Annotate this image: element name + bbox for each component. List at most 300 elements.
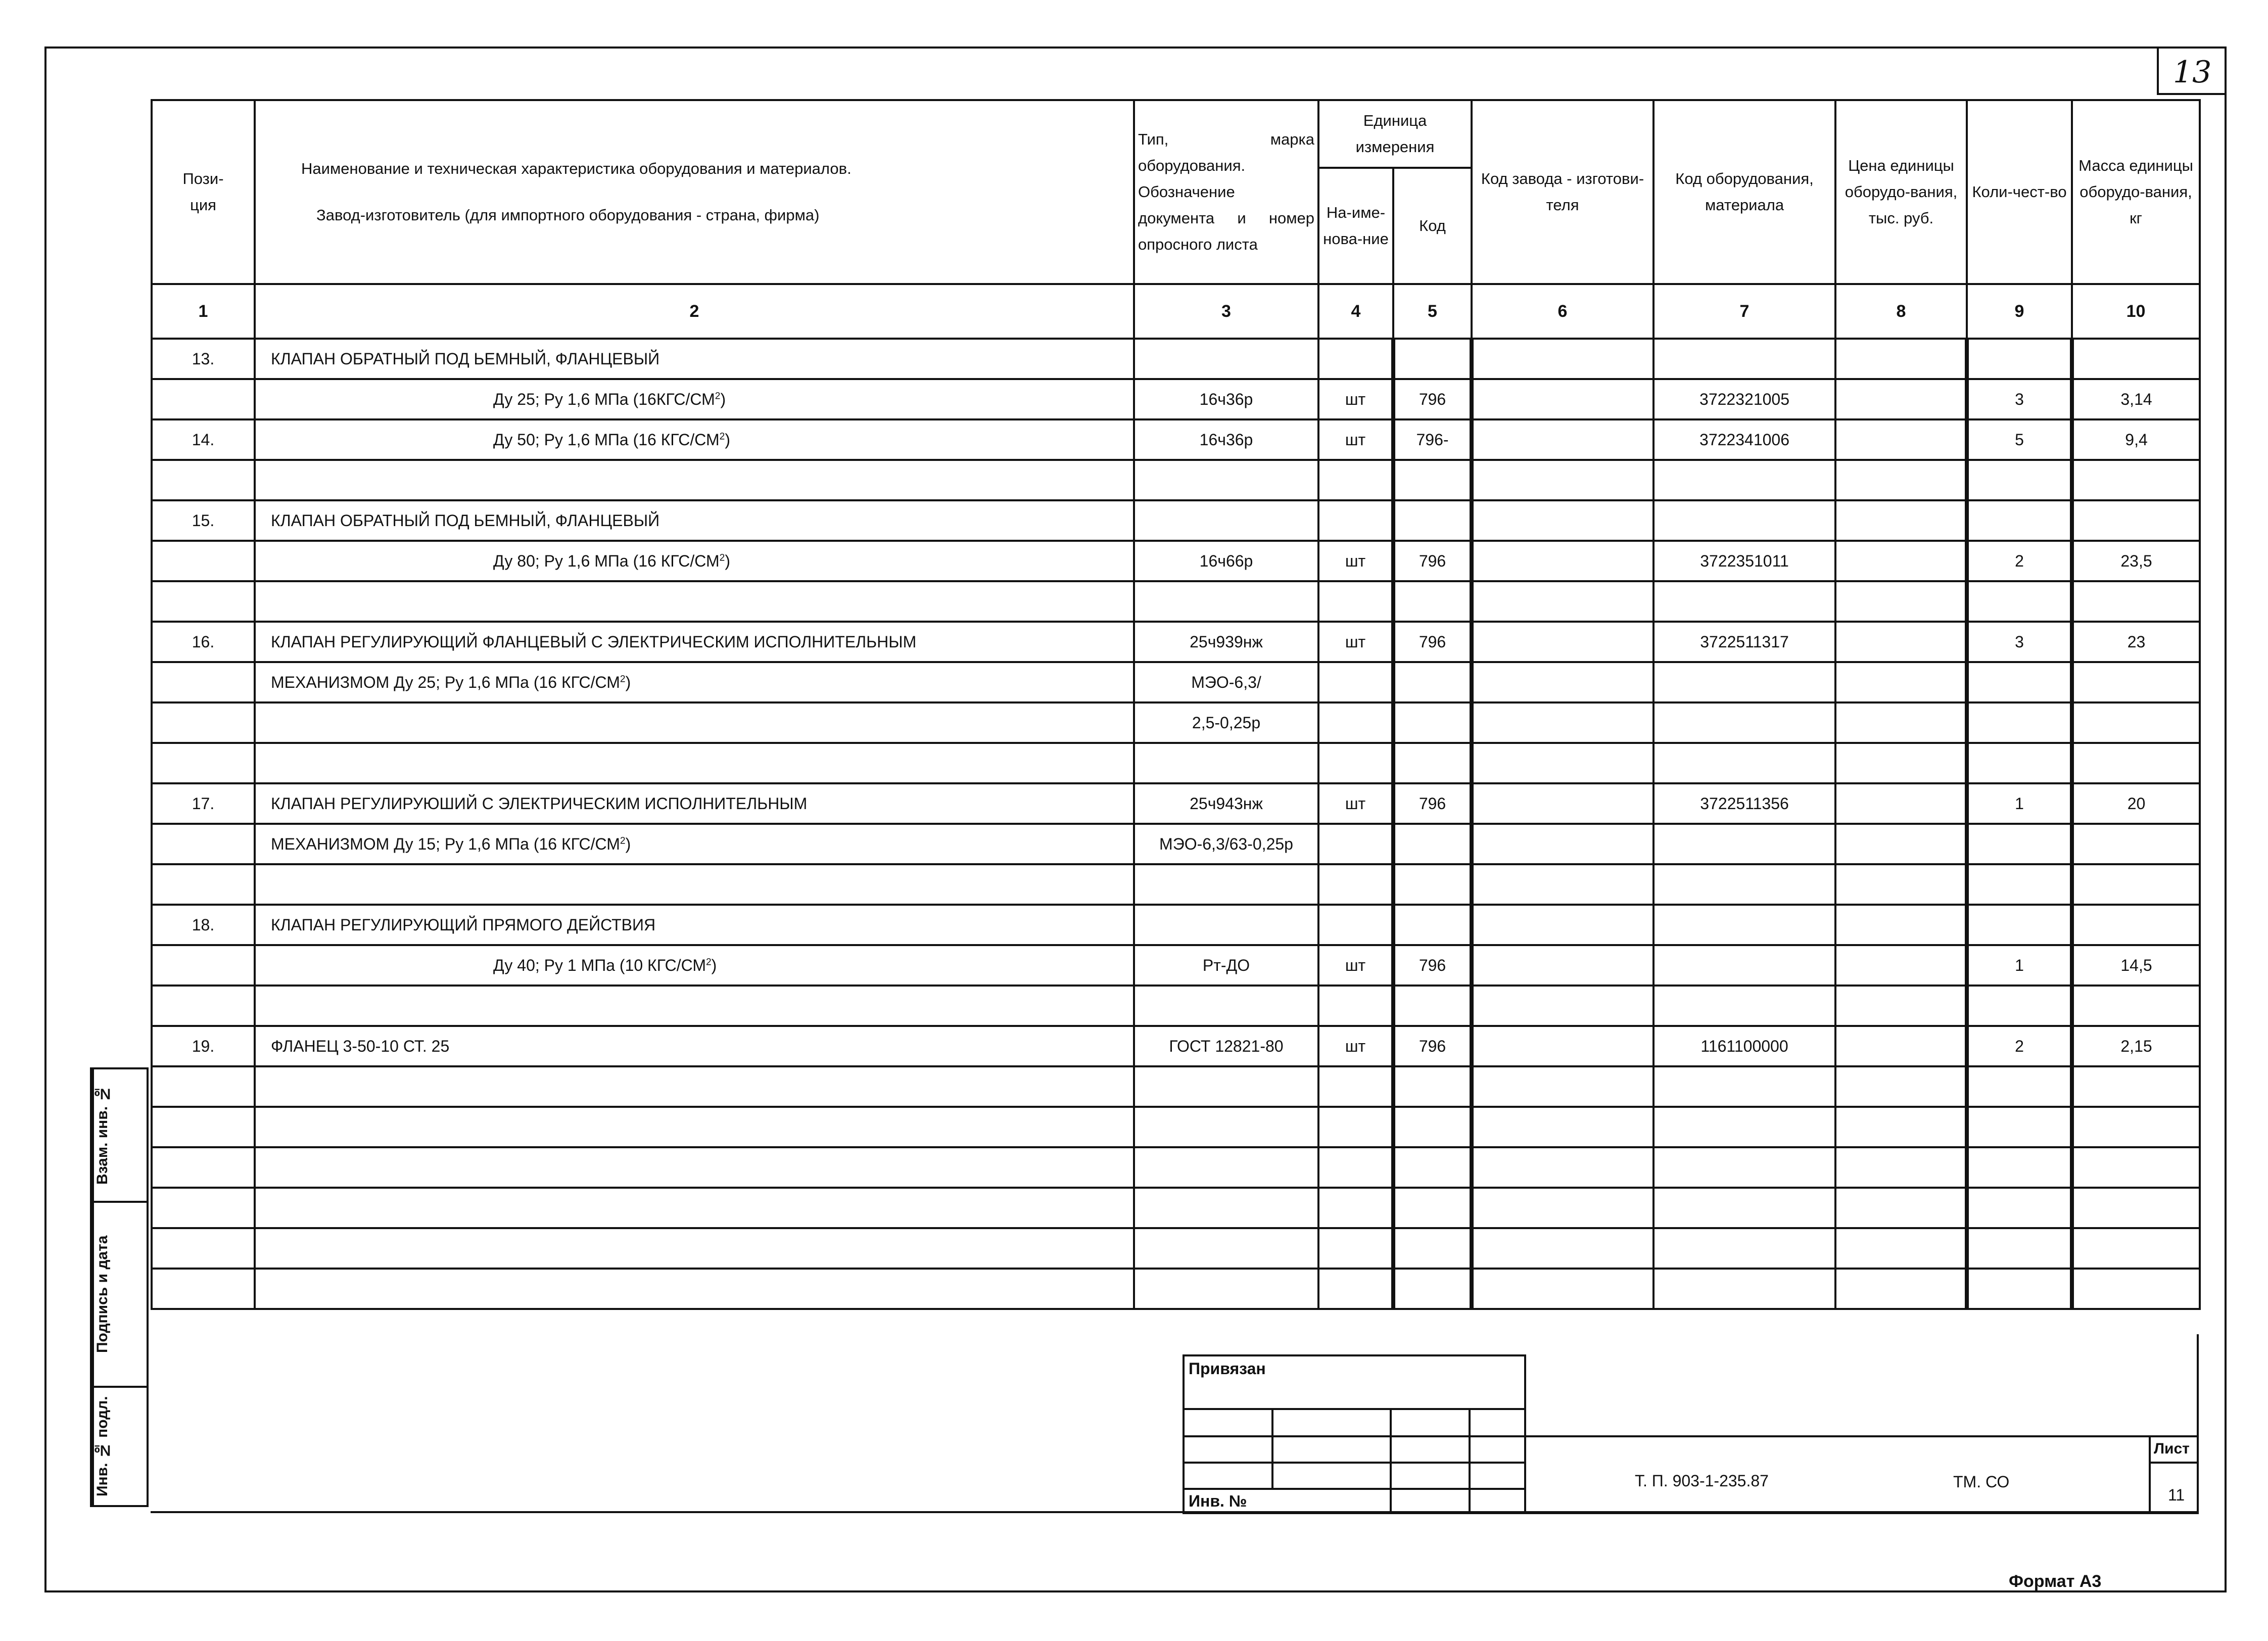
position-cell: 15. <box>152 500 255 541</box>
mass-cell <box>2072 1269 2200 1309</box>
position-cell <box>152 702 255 743</box>
type-cell: 16ч36р <box>1134 419 1318 460</box>
name-cell <box>255 905 1134 945</box>
table-row <box>152 864 2200 905</box>
name-cell <box>255 1228 1134 1269</box>
unit-code-cell <box>1393 1147 1472 1188</box>
mass-cell <box>2072 986 2200 1026</box>
quantity-cell: 3 <box>1967 379 2072 419</box>
quantity-cell <box>1967 1188 2072 1228</box>
quantity-cell: 1 <box>1967 783 2072 824</box>
position-cell <box>152 743 255 783</box>
column-number: 6 <box>1472 284 1653 339</box>
type-cell: 16ч36р <box>1134 379 1318 419</box>
name-cell <box>255 702 1134 743</box>
name-text: Ду 40; Ру 1 МПа (10 КГС/СМ <box>493 956 706 974</box>
equipment-code-cell <box>1653 864 1835 905</box>
header-price: Цена единицы оборудо-вания, тыс. руб. <box>1835 100 1967 284</box>
header-position: Пози- ция <box>152 100 255 284</box>
type-cell <box>1134 460 1318 500</box>
price-cell <box>1835 1066 1967 1107</box>
header-quantity: Коли-чест-во <box>1967 100 2072 284</box>
mass-cell <box>2072 581 2200 622</box>
header-name-line1: Наименование и техническая характеристика оборудования и материалов. <box>301 160 852 177</box>
quantity-cell: 1 <box>1967 945 2072 986</box>
plant-code-cell <box>1472 339 1653 379</box>
position-cell <box>152 945 255 986</box>
header-equipment-code: Код оборудования, материала <box>1653 100 1835 284</box>
name-tail: ) <box>725 430 730 449</box>
unit-code-cell: 796 <box>1393 783 1472 824</box>
unit-cell <box>1318 864 1393 905</box>
name-cell <box>255 824 1134 864</box>
table-row <box>152 1026 2200 1066</box>
table-row <box>152 500 2200 541</box>
equipment-code-cell: 3722341006 <box>1653 419 1835 460</box>
mass-cell: 20 <box>2072 783 2200 824</box>
unit-cell <box>1318 1107 1393 1147</box>
quantity-cell <box>1967 824 2072 864</box>
specification-rows <box>152 339 2200 1309</box>
equipment-code-cell <box>1653 581 1835 622</box>
table-row <box>152 541 2200 581</box>
equipment-code-cell <box>1653 662 1835 702</box>
table-row <box>152 662 2200 702</box>
name-text: КЛАПАН ОБРАТНЫЙ ПОД ЬЕМНЫЙ, ФЛАНЦЕВЫЙ <box>271 511 660 530</box>
table-row <box>152 622 2200 662</box>
unit-cell <box>1318 581 1393 622</box>
unit-code-cell <box>1393 824 1472 864</box>
unit-code-cell: 796 <box>1393 622 1472 662</box>
superscript: 2 <box>620 835 626 846</box>
unit-code-cell <box>1393 864 1472 905</box>
position-cell: 16. <box>152 622 255 662</box>
mass-cell <box>2072 1107 2200 1147</box>
mass-cell <box>2072 743 2200 783</box>
price-cell <box>1835 945 1967 986</box>
name-text: КЛАПАН ОБРАТНЫЙ ПОД ЬЕМНЫЙ, ФЛАНЦЕВЫЙ <box>271 349 660 368</box>
equipment-code-cell <box>1653 986 1835 1026</box>
quantity-cell <box>1967 1269 2072 1309</box>
plant-code-cell <box>1472 1026 1653 1066</box>
name-text: ФЛАНЕЦ 3-50-10 СТ. 25 <box>271 1037 450 1055</box>
column-number: 9 <box>1967 284 2072 339</box>
position-cell <box>152 1147 255 1188</box>
name-cell <box>255 1066 1134 1107</box>
mass-cell <box>2072 1228 2200 1269</box>
equipment-code-cell: 3722511356 <box>1653 783 1835 824</box>
quantity-cell <box>1967 662 2072 702</box>
privyazan-block <box>1183 1354 1526 1514</box>
name-cell <box>255 622 1134 662</box>
name-cell <box>255 1026 1134 1066</box>
price-cell <box>1835 1107 1967 1147</box>
quantity-cell <box>1967 1066 2072 1107</box>
column-number-row <box>152 284 2200 339</box>
equipment-code-cell <box>1653 1147 1835 1188</box>
name-tail: ) <box>625 673 631 691</box>
position-cell: 14. <box>152 419 255 460</box>
mass-cell <box>2072 339 2200 379</box>
name-cell <box>255 1188 1134 1228</box>
privyazan-label: Привязан <box>1189 1359 1266 1378</box>
equipment-code-cell <box>1653 743 1835 783</box>
unit-cell <box>1318 702 1393 743</box>
name-cell <box>255 339 1134 379</box>
equipment-code-cell <box>1653 339 1835 379</box>
type-cell: 25ч943нж <box>1134 783 1318 824</box>
table-row <box>152 379 2200 419</box>
type-cell <box>1134 1188 1318 1228</box>
name-cell <box>255 783 1134 824</box>
quantity-cell <box>1967 1107 2072 1147</box>
inv-no-label: Инв. № <box>1189 1492 1247 1510</box>
table-row <box>152 1188 2200 1228</box>
equipment-code-cell <box>1653 460 1835 500</box>
plant-code-cell <box>1472 419 1653 460</box>
mass-cell: 14,5 <box>2072 945 2200 986</box>
type-cell <box>1134 1228 1318 1269</box>
column-number: 5 <box>1393 284 1472 339</box>
name-tail: ) <box>711 956 717 974</box>
quantity-cell <box>1967 339 2072 379</box>
superscript: 2 <box>719 552 725 563</box>
header-type: Тип, марка оборудования. Обозначение документа и номер опросного листа <box>1134 100 1318 284</box>
column-number: 3 <box>1134 284 1318 339</box>
plant-code-cell <box>1472 1147 1653 1188</box>
header-unit-name: На-име-нова-ние <box>1318 168 1393 284</box>
table-row <box>152 702 2200 743</box>
unit-code-cell: 796- <box>1393 419 1472 460</box>
type-cell <box>1134 1066 1318 1107</box>
type-cell: 2,5-0,25р <box>1134 702 1318 743</box>
podpis-data-label: Подпись и дата <box>92 1203 122 1386</box>
unit-cell: шт <box>1318 379 1393 419</box>
table-row <box>152 1066 2200 1107</box>
unit-code-cell <box>1393 1188 1472 1228</box>
header-name <box>255 100 1134 284</box>
plant-code-cell <box>1472 1188 1653 1228</box>
mass-cell <box>2072 1188 2200 1228</box>
name-tail: ) <box>725 551 730 570</box>
position-cell <box>152 581 255 622</box>
position-cell <box>152 986 255 1026</box>
price-cell <box>1835 743 1967 783</box>
plant-code-cell <box>1472 1107 1653 1147</box>
mass-cell <box>2072 702 2200 743</box>
position-cell <box>152 1228 255 1269</box>
unit-cell: шт <box>1318 419 1393 460</box>
plant-code-cell <box>1472 945 1653 986</box>
table-row <box>152 460 2200 500</box>
price-cell <box>1835 1269 1967 1309</box>
price-cell <box>1835 622 1967 662</box>
unit-cell <box>1318 339 1393 379</box>
plant-code-cell <box>1472 541 1653 581</box>
name-cell <box>255 1107 1134 1147</box>
quantity-cell <box>1967 460 2072 500</box>
type-cell <box>1134 500 1318 541</box>
name-tail: ) <box>625 834 631 853</box>
unit-code-cell <box>1393 702 1472 743</box>
mass-cell: 3,14 <box>2072 379 2200 419</box>
mass-cell: 23,5 <box>2072 541 2200 581</box>
price-cell <box>1835 783 1967 824</box>
equipment-code-cell: 1161100000 <box>1653 1026 1835 1066</box>
unit-cell: шт <box>1318 1026 1393 1066</box>
table-row <box>152 743 2200 783</box>
quantity-cell <box>1967 1147 2072 1188</box>
equipment-code-cell <box>1653 905 1835 945</box>
unit-cell <box>1318 743 1393 783</box>
doc-code: Т. П. 903-1-235.87 <box>1635 1472 1769 1490</box>
position-cell <box>152 1066 255 1107</box>
table-row <box>152 1107 2200 1147</box>
name-text: МЕХАНИЗМОМ Ду 25; Ру 1,6 МПа (16 КГС/СМ <box>271 673 620 691</box>
price-cell <box>1835 581 1967 622</box>
name-text: КЛАПАН РЕГУЛИРУЮЩИЙ ФЛАНЦЕВЫЙ С ЭЛЕКТРИЧЕСКИМ ИСПОЛНИТЕЛЬНЫМ <box>271 632 917 651</box>
unit-code-cell <box>1393 460 1472 500</box>
mass-cell <box>2072 864 2200 905</box>
quantity-cell: 2 <box>1967 541 2072 581</box>
unit-code-cell <box>1393 1066 1472 1107</box>
mass-cell <box>2072 905 2200 945</box>
name-cell <box>255 1269 1134 1309</box>
price-cell <box>1835 541 1967 581</box>
side-stamp-strip <box>90 1067 149 1507</box>
table-row <box>152 783 2200 824</box>
column-number: 2 <box>255 284 1134 339</box>
equipment-code-cell: 3722321005 <box>1653 379 1835 419</box>
price-cell <box>1835 339 1967 379</box>
unit-code-cell <box>1393 662 1472 702</box>
quantity-cell <box>1967 581 2072 622</box>
quantity-cell: 3 <box>1967 622 2072 662</box>
name-cell <box>255 419 1134 460</box>
name-text: КЛАПАН РЕГУЛИРУЮЩИЙ ПРЯМОГО ДЕЙСТВИЯ <box>271 915 656 934</box>
name-text: Ду 50; Ру 1,6 МПа (16 КГС/СМ <box>493 430 720 449</box>
position-cell <box>152 824 255 864</box>
position-cell <box>152 1107 255 1147</box>
unit-cell <box>1318 1269 1393 1309</box>
plant-code-cell <box>1472 500 1653 541</box>
type-cell <box>1134 581 1318 622</box>
name-cell <box>255 581 1134 622</box>
name-tail: ) <box>720 390 726 408</box>
quantity-cell: 2 <box>1967 1026 2072 1066</box>
position-cell <box>152 379 255 419</box>
position-cell <box>152 1188 255 1228</box>
unit-code-cell <box>1393 1269 1472 1309</box>
quantity-cell <box>1967 905 2072 945</box>
plant-code-cell <box>1472 460 1653 500</box>
unit-cell <box>1318 1188 1393 1228</box>
header-unit: Единица измерения <box>1318 100 1472 168</box>
format-label: Формат А3 <box>2009 1572 2102 1591</box>
name-cell <box>255 743 1134 783</box>
position-cell: 18. <box>152 905 255 945</box>
unit-cell: шт <box>1318 783 1393 824</box>
name-text: Ду 25; Ру 1,6 МПа (16КГС/СМ <box>493 390 715 408</box>
plant-code-cell <box>1472 379 1653 419</box>
name-text: МЕХАНИЗМОМ Ду 15; Ру 1,6 МПа (16 КГС/СМ <box>271 834 620 853</box>
mass-cell <box>2072 500 2200 541</box>
unit-code-cell <box>1393 581 1472 622</box>
header-plant-code: Код завода - изготови-теля <box>1472 100 1653 284</box>
unit-cell: шт <box>1318 622 1393 662</box>
price-cell <box>1835 379 1967 419</box>
price-cell <box>1835 500 1967 541</box>
unit-cell: шт <box>1318 945 1393 986</box>
plant-code-cell <box>1472 662 1653 702</box>
price-cell <box>1835 662 1967 702</box>
price-cell <box>1835 1188 1967 1228</box>
column-number: 8 <box>1835 284 1967 339</box>
equipment-code-cell: 3722351011 <box>1653 541 1835 581</box>
price-cell <box>1835 460 1967 500</box>
unit-code-cell <box>1393 905 1472 945</box>
sheet-number: 13 <box>2173 55 2212 90</box>
header-name-line2: Завод-изготовитель (для импортного оборудования - страна, фирма) <box>316 206 820 224</box>
type-cell: 25ч939нж <box>1134 622 1318 662</box>
table-row <box>152 1147 2200 1188</box>
list-label: Лист <box>2154 1440 2190 1457</box>
unit-code-cell <box>1393 1228 1472 1269</box>
unit-code-cell: 796 <box>1393 541 1472 581</box>
plant-code-cell <box>1472 1269 1653 1309</box>
mass-cell <box>2072 1147 2200 1188</box>
position-cell <box>152 864 255 905</box>
type-cell: МЭО-6,3/63-0,25р <box>1134 824 1318 864</box>
position-cell <box>152 541 255 581</box>
header-row <box>152 100 2200 168</box>
header-mass: Масса единицы оборудо-вания, кг <box>2072 100 2200 284</box>
quantity-cell <box>1967 986 2072 1026</box>
inv-podl-label: Инв. № подл. <box>92 1388 122 1505</box>
vzam-inv-label: Взам. инв. № <box>92 1069 122 1201</box>
type-cell: Рт-ДО <box>1134 945 1318 986</box>
quantity-cell <box>1967 702 2072 743</box>
price-cell <box>1835 905 1967 945</box>
equipment-code-cell <box>1653 500 1835 541</box>
table-row <box>152 945 2200 986</box>
equipment-code-cell <box>1653 824 1835 864</box>
unit-cell <box>1318 824 1393 864</box>
title-main-block <box>1524 1435 2199 1514</box>
price-cell <box>1835 986 1967 1026</box>
unit-cell <box>1318 905 1393 945</box>
quantity-cell: 5 <box>1967 419 2072 460</box>
name-cell <box>255 864 1134 905</box>
price-cell <box>1835 824 1967 864</box>
unit-cell <box>1318 986 1393 1026</box>
unit-cell: шт <box>1318 541 1393 581</box>
superscript: 2 <box>719 431 725 442</box>
equipment-code-cell <box>1653 1066 1835 1107</box>
column-number: 7 <box>1653 284 1835 339</box>
plant-code-cell <box>1472 905 1653 945</box>
plant-code-cell <box>1472 824 1653 864</box>
unit-code-cell: 796 <box>1393 379 1472 419</box>
name-cell <box>255 986 1134 1026</box>
price-cell <box>1835 1228 1967 1269</box>
table-row <box>152 1269 2200 1309</box>
position-cell: 17. <box>152 783 255 824</box>
quantity-cell <box>1967 500 2072 541</box>
equipment-code-cell <box>1653 945 1835 986</box>
equipment-code-cell <box>1653 1107 1835 1147</box>
unit-code-cell <box>1393 1107 1472 1147</box>
position-cell <box>152 460 255 500</box>
price-cell <box>1835 419 1967 460</box>
price-cell <box>1835 1147 1967 1188</box>
column-number: 10 <box>2072 284 2200 339</box>
type-cell <box>1134 1269 1318 1309</box>
plant-code-cell <box>1472 1228 1653 1269</box>
type-cell <box>1134 1107 1318 1147</box>
plant-code-cell <box>1472 986 1653 1026</box>
mass-cell: 23 <box>2072 622 2200 662</box>
price-cell <box>1835 702 1967 743</box>
equipment-code-cell <box>1653 702 1835 743</box>
mass-cell: 2,15 <box>2072 1026 2200 1066</box>
set-code: ТМ. СО <box>1953 1473 2010 1491</box>
unit-cell <box>1318 500 1393 541</box>
name-cell <box>255 379 1134 419</box>
plant-code-cell <box>1472 743 1653 783</box>
unit-code-cell <box>1393 500 1472 541</box>
unit-code-cell <box>1393 986 1472 1026</box>
mass-cell <box>2072 1066 2200 1107</box>
specification-table <box>151 99 2201 1310</box>
position-cell <box>152 1269 255 1309</box>
table-row <box>152 339 2200 379</box>
unit-cell <box>1318 1066 1393 1107</box>
name-cell <box>255 541 1134 581</box>
type-cell: 16ч66р <box>1134 541 1318 581</box>
unit-cell <box>1318 460 1393 500</box>
plant-code-cell <box>1472 702 1653 743</box>
unit-code-cell: 796 <box>1393 1026 1472 1066</box>
type-cell <box>1134 743 1318 783</box>
table-row <box>152 986 2200 1026</box>
position-cell <box>152 662 255 702</box>
name-cell <box>255 460 1134 500</box>
name-text: КЛАПАН РЕГУЛИРУЮШИЙ С ЭЛЕКТРИЧЕСКИМ ИСПОЛНИТЕЛЬНЫМ <box>271 794 808 813</box>
name-cell <box>255 662 1134 702</box>
type-cell <box>1134 905 1318 945</box>
table-row <box>152 824 2200 864</box>
header-unit-code: Код <box>1393 168 1472 284</box>
type-cell <box>1134 986 1318 1026</box>
mass-cell <box>2072 460 2200 500</box>
price-cell <box>1835 864 1967 905</box>
mass-cell <box>2072 662 2200 702</box>
quantity-cell <box>1967 1228 2072 1269</box>
mass-cell <box>2072 824 2200 864</box>
column-number: 1 <box>152 284 255 339</box>
table-row <box>152 905 2200 945</box>
superscript: 2 <box>620 673 626 684</box>
type-cell <box>1134 864 1318 905</box>
equipment-code-cell <box>1653 1188 1835 1228</box>
column-number: 4 <box>1318 284 1393 339</box>
unit-code-cell <box>1393 339 1472 379</box>
quantity-cell <box>1967 743 2072 783</box>
type-cell <box>1134 339 1318 379</box>
unit-code-cell <box>1393 743 1472 783</box>
table-row <box>152 419 2200 460</box>
